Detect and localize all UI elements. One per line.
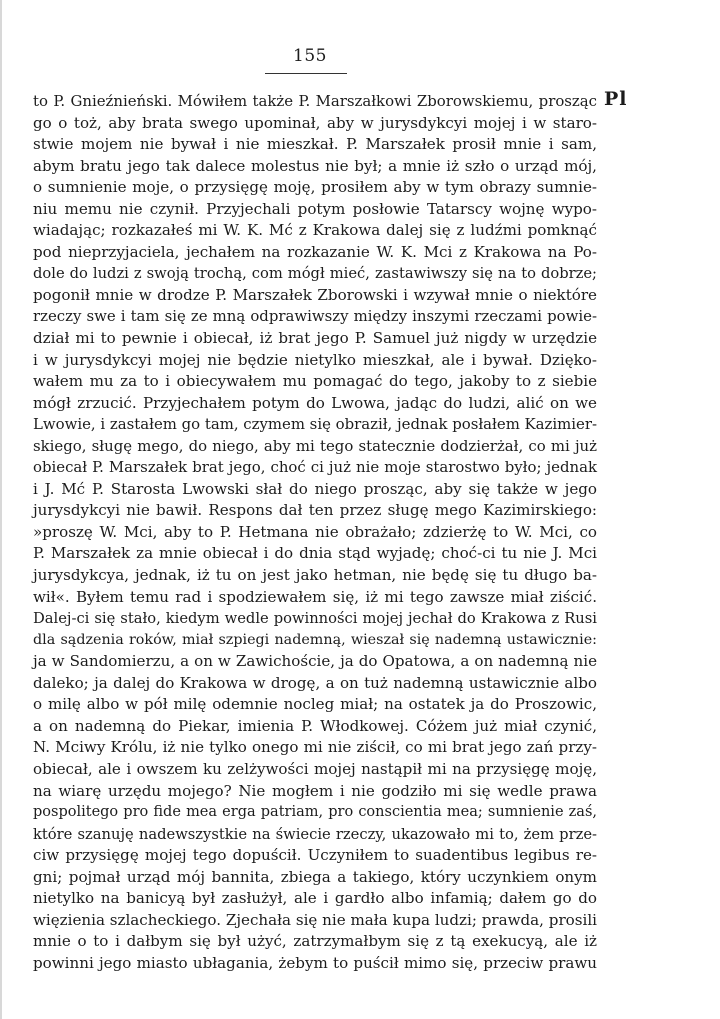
text-line: na wiarę urzędu mojego? Nie mogłem i nie godziło mi się wedle prawa	[33, 781, 597, 800]
text-line: dział mi to pewnie i obiecał, iż brat jego P. Samuel już nigdy w urzędzie	[33, 329, 597, 348]
body-text	[33, 91, 597, 974]
text-line: stwie mojem nie bywał i nie mieszkał. P. Marszałek prosił mnie i sam,	[33, 135, 597, 154]
text-line: jurysdykcyi nie bawił. Respons dał ten przez sługę mego Kazimirskiego:	[33, 501, 597, 520]
margin-note: Pl	[604, 88, 628, 110]
text-line: o milę albo w pół milę odemnie nocleg miał; na ostatek ja do Proszowic,	[33, 695, 597, 714]
text-line: niu memu nie czynił. Przyjechali potym posłowie Tatarscy wojnę wypo-	[33, 199, 597, 218]
text-line: wałem mu za to i obiecywałem mu pomagać do tego, jakoby to z siebie	[33, 372, 597, 391]
text-line: i J. Mć P. Starosta Lwowski słał do niego prosząc, aby się także w jego	[33, 479, 597, 498]
text-line: o sumnienie moje, o przysięgę moję, prosiłem aby w tym obrazy sumnie-	[33, 178, 597, 197]
text-line: go o toż, aby brata swego upominał, aby w jurysdykcyi mojej i w staro-	[33, 113, 597, 132]
text-line: Dalej-ci się stało, kiedym wedle powinności mojej jechał do Krakowa z Rusi	[33, 610, 597, 628]
text-line: nietylko na banicyą był zasłużył, ale i gardło albo infamią; dałem go do	[33, 889, 597, 908]
text-line: pospolitego pro fide mea erga patriam, pro conscientia mea; sumnienie zaś,	[33, 804, 597, 821]
text-line: dole do ludzi z swoją trochą, com mógł mieć, zastawiwszy się na to dobrze;	[33, 265, 597, 283]
text-line: wiadając; rozkazałeś mi W. K. Mć z Krakowa dalej się z ludźmi pomknąć	[33, 221, 597, 240]
text-line: wił«. Byłem temu rad i spodziewałem się, iż mi tego zawsze miał ziścić.	[33, 587, 597, 606]
text-line: które szanuję nadewszystkie na świecie rzeczy, ukazowało mi to, żem prze-	[33, 825, 597, 843]
page-number: 155	[293, 46, 327, 66]
text-line: jurysdykcya, jednak, iż tu on jest jako hetman, nie będę się tu długo ba-	[33, 566, 597, 585]
text-line: ja w Sandomierzu, a on w Zawichoście, ja do Opatowa, a on nademną nie	[33, 652, 597, 671]
header-rule	[265, 73, 347, 74]
text-line: obiecał P. Marszałek brat jego, choć ci już nie moje starostwo było; jednak	[33, 458, 597, 477]
text-line: pogonił mnie w drodze P. Marszałek Zborowski i wzywał mnie o niektóre	[33, 285, 597, 304]
text-line: mógł zrzucić. Przyjechałem potym do Lwowa, jadąc do ludzi, alić on we	[33, 393, 597, 412]
text-line: daleko; ja dalej do Krakowa w drogę, a on tuż nademną ustawicznie albo	[33, 673, 597, 692]
text-line: pod nieprzyjaciela, jechałem na rozkazanie W. K. Mci z Krakowa na Po-	[33, 242, 597, 261]
text-line: P. Marszałek za mnie obiecał i do dnia stąd wyjadę; choć-ci tu nie J. Mci	[33, 544, 597, 563]
text-line: więzienia szlacheckiego. Zjechała się nie mała kupa ludzi; prawda, prosili	[33, 910, 597, 929]
text-line: »proszę W. Mci, aby to P. Hetmana nie obrażało; zdzierżę to W. Mci, co	[33, 522, 597, 541]
text-line: rzeczy swe i tam się ze mną odprawiwszy między inszymi rzeczami powie-	[33, 307, 597, 326]
text-line: dla sądzenia roków, miał szpiegi nademną, wieszał się nademną ustawicznie:	[33, 631, 597, 648]
text-line: Lwowie, i zastałem go tam, czymem się obraził, jednak posłałem Kazimier-	[33, 415, 597, 434]
text-line: powinni jego miasto ubłagania, żebym to puścił mimo się, przeciw prawu	[33, 953, 597, 972]
text-line: gni; pojmał urząd mój bannita, zbiega a takiego, który uczynkiem onym	[33, 867, 597, 886]
page-edge-shadow	[0, 0, 2, 1019]
text-line: ciw przysięgę mojej tego dopuścił. Uczyniłem to suadentibus legibus re-	[33, 846, 597, 865]
text-line: N. Mciwy Królu, iż nie tylko onego mi nie ziścił, co mi brat jego zań przy-	[33, 738, 597, 757]
text-line: mnie o to i dałbym się był użyć, zatrzymałbym się z tą exekucyą, ale iż	[33, 932, 597, 951]
text-line: to P. Gnieźnieński. Mówiłem także P. Marszałkowi Zborowskiemu, prosząc	[33, 92, 597, 110]
text-line: obiecał, ale i owszem ku zelżywości mojej nastąpił mi na przysięgę moję,	[33, 759, 597, 778]
text-line: i w jurysdykcyi mojej nie będzie nietylko mieszkał, ale i bywał. Dzięko-	[33, 350, 597, 369]
text-line: abym bratu jego tak dalece molestus nie był; a mnie iż szło o urząd mój,	[33, 156, 597, 175]
text-line: skiego, sługę mego, do niego, aby mi tego statecznie dodzierżał, co mi już	[33, 436, 597, 455]
text-line: a on nademną do Piekar, imienia P. Włodkowej. Cóżem już miał czynić,	[33, 716, 597, 735]
